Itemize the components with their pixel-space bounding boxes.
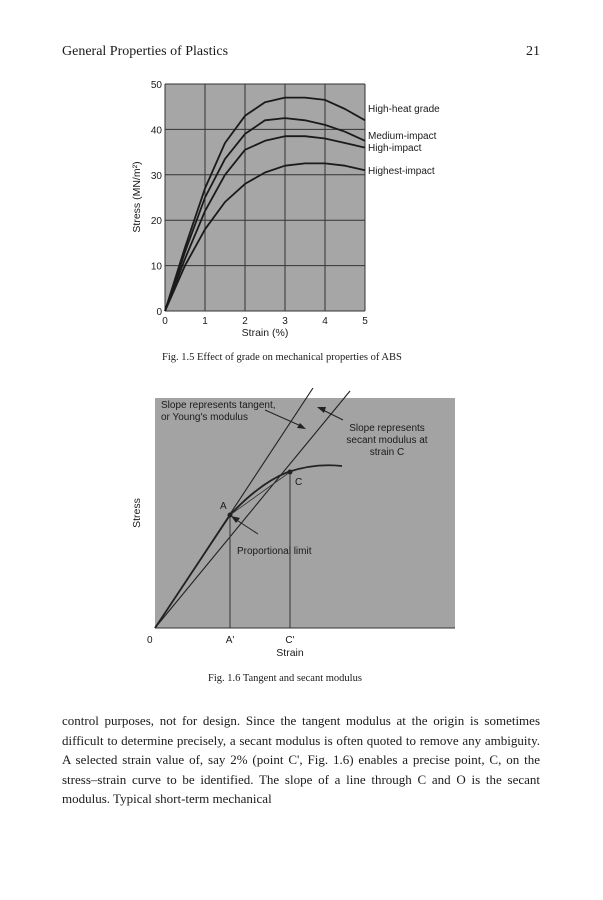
figure-1-6 [125, 388, 465, 663]
series-label-1: High-heat grade [368, 104, 440, 115]
x-tick-label: 5 [362, 316, 368, 327]
origin-label: 0 [147, 635, 153, 646]
figure-1-5 [120, 76, 480, 346]
c-prime-label: C' [285, 635, 295, 646]
y-tick-label: 10 [150, 261, 162, 273]
x-tick-label: 1 [202, 316, 208, 327]
point-c-marker [288, 470, 293, 475]
tangent-label-line-1: Slope represents tangent, [161, 400, 276, 411]
x-axis-label: Strain (%) [241, 327, 289, 339]
running-head-title: General Properties of Plastics [62, 44, 229, 59]
tangent-label-line-2: or Young's modulus [161, 412, 248, 423]
y-axis-label: Stress (MN/m²) [131, 161, 143, 233]
y-tick-label: 0 [156, 307, 162, 318]
secant-label-line-2: secant modulus at [346, 435, 428, 446]
y-tick-label: 20 [150, 216, 162, 228]
secant-label-line-1: Slope represents [349, 423, 425, 434]
point-c-label: C [295, 477, 303, 488]
body-paragraph: control purposes, not for design. Since the tangent modulus at the origin is sometimes difficult to determine precisely, a secant modulus is often quoted to remove any ambiguity. A selected strain value of, say 2% (point C', Fig. 1.6) enables a precise point, C, on the stress–strain curve to be identified. The slope of a line through C and O is the secant modulus. Typical short-term mechanical [62, 713, 540, 807]
proportional-limit-label: Proportional limit [237, 546, 312, 557]
y-tick-label: 30 [150, 170, 162, 182]
x-tick-label: 4 [322, 316, 328, 327]
figure-1-5-caption: Fig. 1.5 Effect of grade on mechanical properties of ABS [162, 352, 402, 363]
running-head [62, 44, 540, 60]
abs-stress-strain-chart [120, 76, 480, 346]
a-prime-label: A' [225, 635, 235, 646]
x-tick-label: 2 [242, 316, 248, 327]
chart-plot-area [165, 84, 365, 311]
tangent-secant-diagram [125, 388, 465, 663]
series-label-4: Highest-impact [368, 166, 435, 177]
page-number: 21 [526, 44, 540, 59]
figure-1-6-caption: Fig. 1.6 Tangent and secant modulus [208, 673, 362, 684]
y-tick-label: 40 [150, 125, 162, 137]
series-label-2: Medium-impact [368, 131, 437, 142]
y-tick-label: 50 [150, 80, 162, 91]
strain-axis-label: Strain [276, 647, 304, 659]
series-label-3: High-impact [368, 143, 422, 154]
stress-axis-label: Stress [131, 498, 143, 528]
secant-label-line-3: strain C [369, 447, 405, 458]
x-tick-label: 0 [162, 316, 168, 327]
point-a-label: A [220, 501, 227, 512]
x-tick-label: 3 [282, 316, 288, 327]
